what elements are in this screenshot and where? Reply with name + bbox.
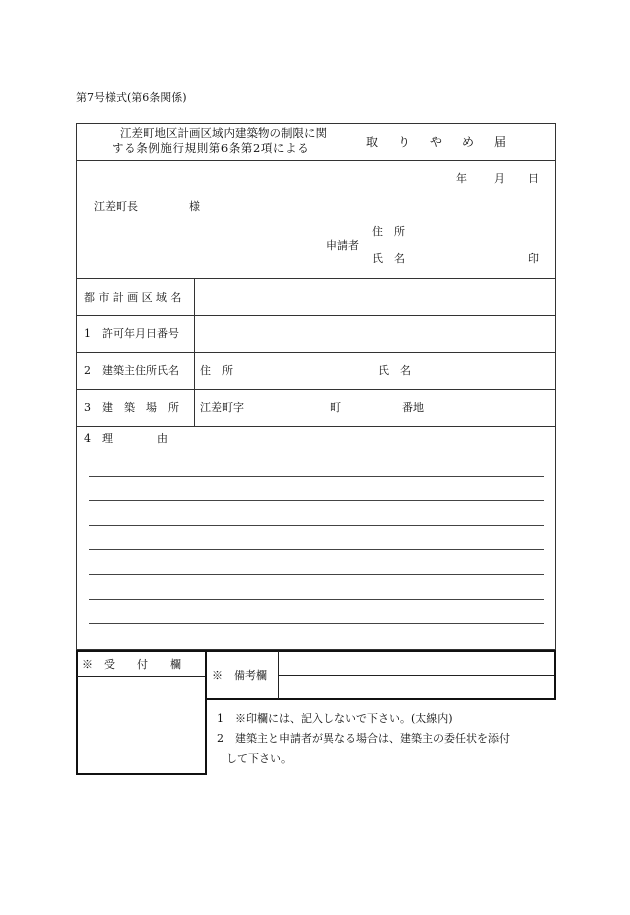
document-type-title: 取 り や め 届 [366, 135, 511, 149]
remarks-label: ※ 備考欄 [212, 669, 267, 682]
label-column-divider [194, 278, 195, 426]
site-label: 3 建 築 場 所 [84, 401, 179, 414]
applicant-name-label: 氏 名 [372, 252, 405, 265]
note-2-continuation: して下さい。 [226, 752, 292, 765]
row-divider [76, 160, 556, 161]
remarks-field[interactable] [281, 653, 553, 697]
site-town-suffix: 町 [330, 401, 341, 414]
row-divider [76, 278, 556, 279]
applicant-address-label: 住 所 [372, 225, 405, 238]
row-divider [76, 315, 556, 316]
builder-address-label: 住 所 [200, 364, 233, 377]
form-label: 第7号様式(第6条関係) [76, 91, 187, 104]
receipt-label: ※ 受 付 欄 [82, 658, 181, 671]
reason-label: 4 理 由 [84, 432, 168, 445]
city-planning-area-label: 都市計画区域名 [84, 291, 185, 304]
note-1: 1 ※印欄には、記入しないで下さい。(太線内) [217, 712, 453, 725]
permit-date-number-label: 1 許可年月日番号 [84, 327, 179, 340]
city-planning-area-field[interactable] [196, 280, 554, 314]
applicant-label: 申請者 [326, 239, 359, 252]
header-title-line2: する条例施行規則第6条第2項による [112, 141, 310, 155]
receipt-header-divider [77, 676, 206, 677]
row-divider [76, 426, 556, 427]
row-divider [76, 352, 556, 353]
reason-field[interactable] [88, 456, 546, 636]
date-day: 日 [528, 172, 539, 185]
builder-name-label: 氏 名 [378, 364, 411, 377]
row-divider [76, 389, 556, 390]
site-town-prefix: 江差町字 [200, 401, 244, 414]
note-2: 2 建築主と申請者が異なる場合は、建築主の委任状を添付 [217, 732, 510, 745]
date-month: 月 [494, 172, 505, 185]
permit-date-number-field[interactable] [196, 317, 554, 351]
site-lot-suffix: 番地 [402, 401, 424, 414]
seal-mark: 印 [528, 252, 539, 265]
addressee-honorific: 様 [189, 200, 200, 213]
addressee-name: 江差町長 [94, 200, 138, 213]
date-year: 年 [456, 172, 467, 185]
header-title-line1: 江差町地区計画区域内建築物の制限に関 [120, 126, 327, 140]
builder-label: 2 建築主住所氏名 [84, 364, 179, 377]
